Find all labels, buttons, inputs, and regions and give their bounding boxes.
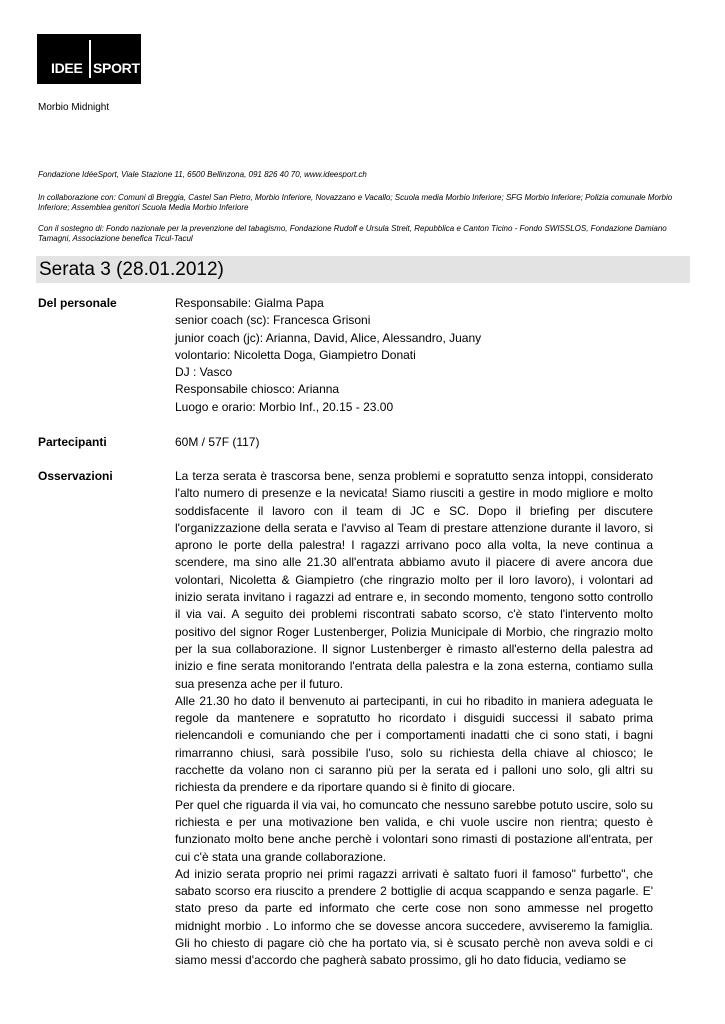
staff-line: DJ : Vasco	[175, 365, 233, 380]
staff-line: Responsabile: Gialma Papa	[175, 296, 324, 310]
observation-paragraph: La terza serata è trascorsa bene, senza problemi e sopratutto senza intoppi, considerato l'alto numero di presenze e la nevicata! Siamo riusciti a gestire in modo migliore e molto soddisfacente il lavoro con il team di JC e SC. Dopo il briefing per discutere l'organizzazione della serata e l'avviso al Team di prestare attenzione durante il lavoro, si aprono le porte della palestra! I ragazzi arrivano poco alla volta, la neve continua a scendere, ma sino alle 21.30 all'entrata abbiamo avuto il piacere di avere ancora due volontari, Nicoletta & Giampietro (che ringrazio molto per il loro lavoro), i volontari ad inizio serata invitano i ragazzi ad entrare e, in secondo momento, tengono sotto controllo il via vai. A seguito dei problemi riscontrati sabato scorso, c'è stato l'intervento molto positivo del signor Roger Lustenberger, Polizia Municipale di Morbio, che ringrazio molto per la sua collaborazione. Il signor Lustenberger è rimasto all'esterno della palestra ad inizio e fine serata monitorando l'entrata della palestra e la zona esterna, contiamo sulla sua presenza ache per il futuro.	[175, 469, 653, 691]
logo-divider	[89, 40, 91, 78]
participants-label: Partecipanti	[38, 435, 107, 449]
observations-label: Osservazioni	[38, 469, 113, 483]
observation-paragraph: Alle 21.30 ho dato il benvenuto ai partecipanti, in cui ho ribadito in maniera adeguata le regole da mantenere e sopratutto ho ricordato i disguidi successi il sabato prima rielencandoli e comuniando che per i comportamenti inadatti che ci sono stati, i bagni rimarranno chiusi, sarà possibile l'uso, solo su richiesta della chiave al chiosco; le racchette da volano non ci saranno più per la serata ed i palloni uno solo, gli altri su richiesta da prendere e da riportare quando si è finito di giocare.	[175, 693, 653, 795]
ideesport-logo	[37, 34, 141, 84]
participants-value: 60M / 57F (117)	[175, 435, 260, 449]
observations-text	[175, 468, 653, 970]
staff-label: Del personale	[38, 296, 117, 310]
logo-word-right: SPORT	[93, 60, 140, 76]
staff-line: junior coach (jc): Arianna, David, Alice, Alessandro, Juany	[175, 330, 482, 345]
logo-word-left: IDEE	[51, 60, 83, 76]
section-title-bar	[36, 256, 690, 283]
project-name: Morbio Midnight	[38, 102, 110, 113]
staff-list	[175, 295, 481, 416]
observation-paragraph: Per quel che riguarda il via vai, ho comuncato che nessuno sarebbe potuto uscire, solo su richiesta e per una motivazione ben valida, e chi vuole uscire non rientra; questo è funzionato molto bene anche perchè i volontari sono rimasti di postazione all'entrata, per cui c'è stata una grande collaborazione.	[175, 797, 653, 864]
observation-paragraph: Ad inizio serata proprio nei primi ragazzi arrivati è saltato fuori il famoso" furbetto", che sabato scorso era riuscito a prendere 2 bottiglie di acqua scappando e senza pagarle. E' stato preso da parte ed informato che certe cose non sono ammesse nel progetto midnight morbio . Lo informo che se dovesse ancora succedere, avviseremo la famiglia. Gli ho chiesto di pagare ciò che ha portato via, si è scusato perchè non aveva soldi e ci siamo messi d'accordo che pagherà sabato prossimo, gli ho dato fiducia, vediamo se	[175, 866, 653, 968]
section-title: Serata 3 (28.01.2012)	[39, 259, 224, 280]
staff-line: senior coach (sc): Francesca Grisoni	[175, 313, 371, 328]
staff-line: Luogo e orario: Morbio Inf., 20.15 - 23.00	[175, 399, 394, 414]
support-info: Con il sostegno di: Fondo nazionale per la prevenzione del tabagismo, Fondazione Rudolf e Ursula Streit, Repubblica e Canton Ticino - Fondo SWISSLOS, Fondazione Damiano Tamagni, Associazione benefica Ticul-Tacul	[38, 224, 667, 243]
staff-line: Responsabile chiosco: Arianna	[175, 382, 340, 397]
foundation-info: Fondazione IdéeSport, Viale Stazione 11, 6500 Bellinzona, 091 826 40 70, www.ideesport.ch	[38, 170, 367, 179]
collaboration-info: In collaborazione con: Comuni di Breggia, Castel San Pietro, Morbio Inferiore, Novazzano e Vacallo; Scuola media Morbio Inferiore; SFG Morbio Inferiore; Polizia comunale Morbio Inferiore; Assemblea genitori Scuola Media Morbio Inferiore	[38, 193, 673, 212]
staff-line: volontario: Nicoletta Doga, Giampietro Donati	[175, 347, 416, 362]
